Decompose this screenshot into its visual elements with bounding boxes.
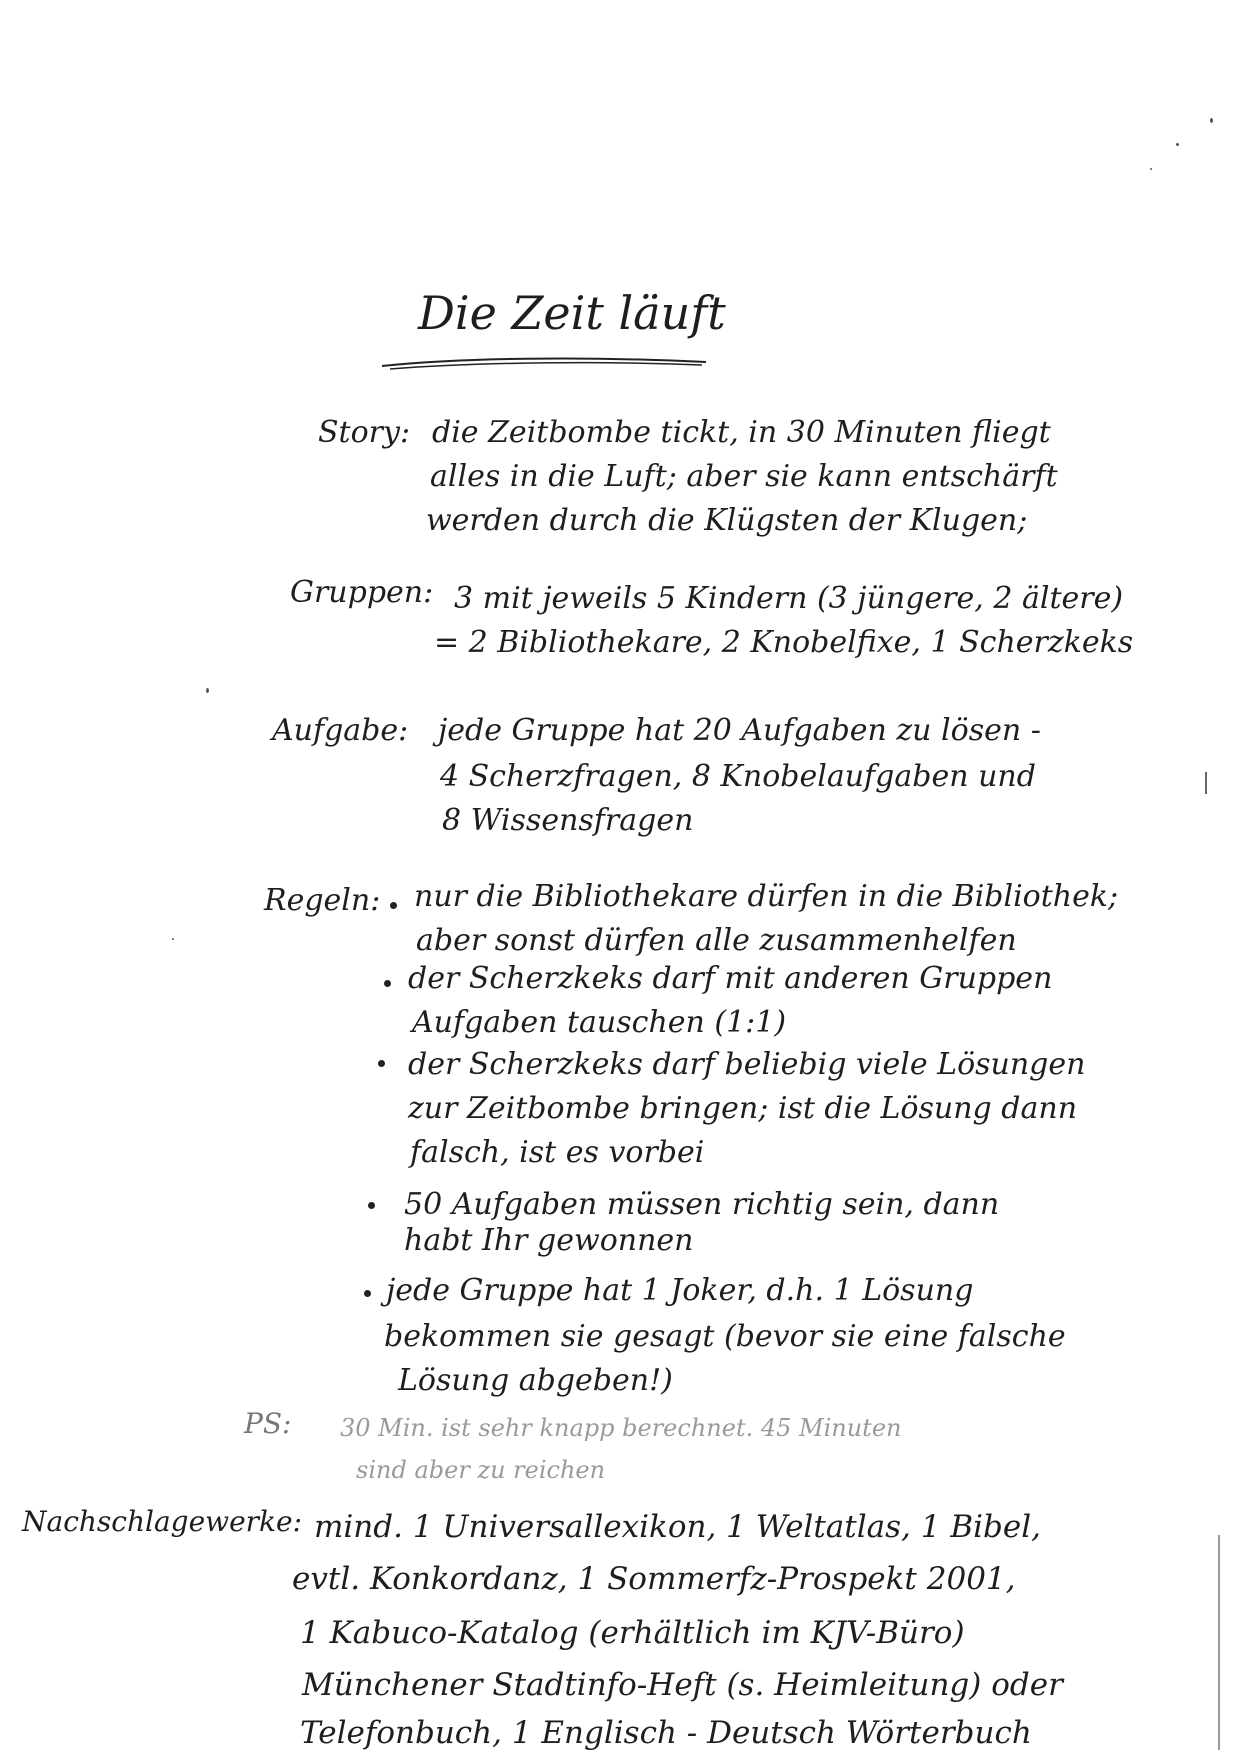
rule-line: der Scherzkeks darf mit anderen Gruppen <box>408 961 1053 996</box>
rule-line: falsch, ist es vorbei <box>410 1135 705 1170</box>
ps-label: PS: <box>244 1407 292 1440</box>
nachschlagewerke-line: mind. 1 Universallexikon, 1 Weltatlas, 1 Bibel, <box>314 1509 1041 1545</box>
title-underline <box>380 352 710 372</box>
rule-line: Aufgaben tauschen (1:1) <box>412 1005 787 1040</box>
nachschlagewerke-label: Nachschlagewerke: <box>22 1505 303 1538</box>
rule-bullet <box>384 980 391 987</box>
rule-line: aber sonst dürfen alle zusammenhelfen <box>416 923 1017 958</box>
aufgabe-label: Aufgabe: <box>272 713 409 748</box>
scan-speck <box>206 688 209 693</box>
gruppen-label: Gruppen: <box>290 575 434 610</box>
nachschlagewerke-line: Telefonbuch, 1 Englisch - Deutsch Wörterbuch <box>300 1715 1032 1751</box>
page-title: Die Zeit läuft <box>418 286 726 340</box>
rule-bullet <box>364 1290 371 1297</box>
regeln-label: Regeln: <box>264 883 381 918</box>
rule-bullet <box>378 1060 385 1067</box>
rule-line: habt Ihr gewonnen <box>404 1223 694 1258</box>
scan-speck <box>1176 143 1179 146</box>
gruppen-line: 3 mit jeweils 5 Kindern (3 jüngere, 2 ältere) <box>454 581 1124 616</box>
aufgabe-line: jede Gruppe hat 20 Aufgaben zu lösen - <box>438 713 1041 748</box>
story-line: alles in die Luft; aber sie kann entschärft <box>430 459 1058 494</box>
scan-speck <box>1150 168 1152 170</box>
aufgabe-line: 8 Wissensfragen <box>442 803 694 838</box>
gruppen-line: = 2 Bibliothekare, 2 Knobelfixe, 1 Scherzkeks <box>434 625 1134 660</box>
story-label: Story: <box>318 415 411 450</box>
nachschlagewerke-line: evtl. Konkordanz, 1 Sommerfz-Prospekt 2001, <box>292 1561 1016 1597</box>
story-line: die Zeitbombe tickt, in 30 Minuten fliegt <box>432 415 1051 450</box>
scan-edge-mark <box>1205 772 1207 794</box>
rule-line: zur Zeitbombe bringen; ist die Lösung dann <box>408 1091 1078 1126</box>
scan-speck <box>172 938 174 940</box>
scan-speck <box>1210 118 1213 123</box>
ps-line: 30 Min. ist sehr knapp berechnet. 45 Minuten <box>340 1414 902 1442</box>
rule-line: Lösung abgeben!) <box>398 1363 673 1398</box>
rule-line: nur die Bibliothekare dürfen in die Bibliothek; <box>414 879 1119 914</box>
aufgabe-line: 4 Scherzfragen, 8 Knobelaufgaben und <box>440 759 1036 794</box>
ps-line: sind aber zu reichen <box>356 1456 606 1484</box>
scan-edge-mark <box>1218 1535 1220 1750</box>
nachschlagewerke-line: Münchener Stadtinfo-Heft (s. Heimleitung) oder <box>302 1667 1063 1703</box>
rule-line: jede Gruppe hat 1 Joker, d.h. 1 Lösung <box>386 1273 974 1308</box>
rule-bullet <box>390 902 397 909</box>
story-line: werden durch die Klügsten der Klugen; <box>426 503 1028 538</box>
rule-line: 50 Aufgaben müssen richtig sein, dann <box>404 1187 1000 1222</box>
rule-line: bekommen sie gesagt (bevor sie eine falsche <box>384 1319 1066 1354</box>
rule-line: der Scherzkeks darf beliebig viele Lösungen <box>408 1047 1086 1082</box>
rule-bullet <box>368 1202 375 1209</box>
nachschlagewerke-line: 1 Kabuco-Katalog (erhältlich im KJV-Büro) <box>300 1615 965 1651</box>
